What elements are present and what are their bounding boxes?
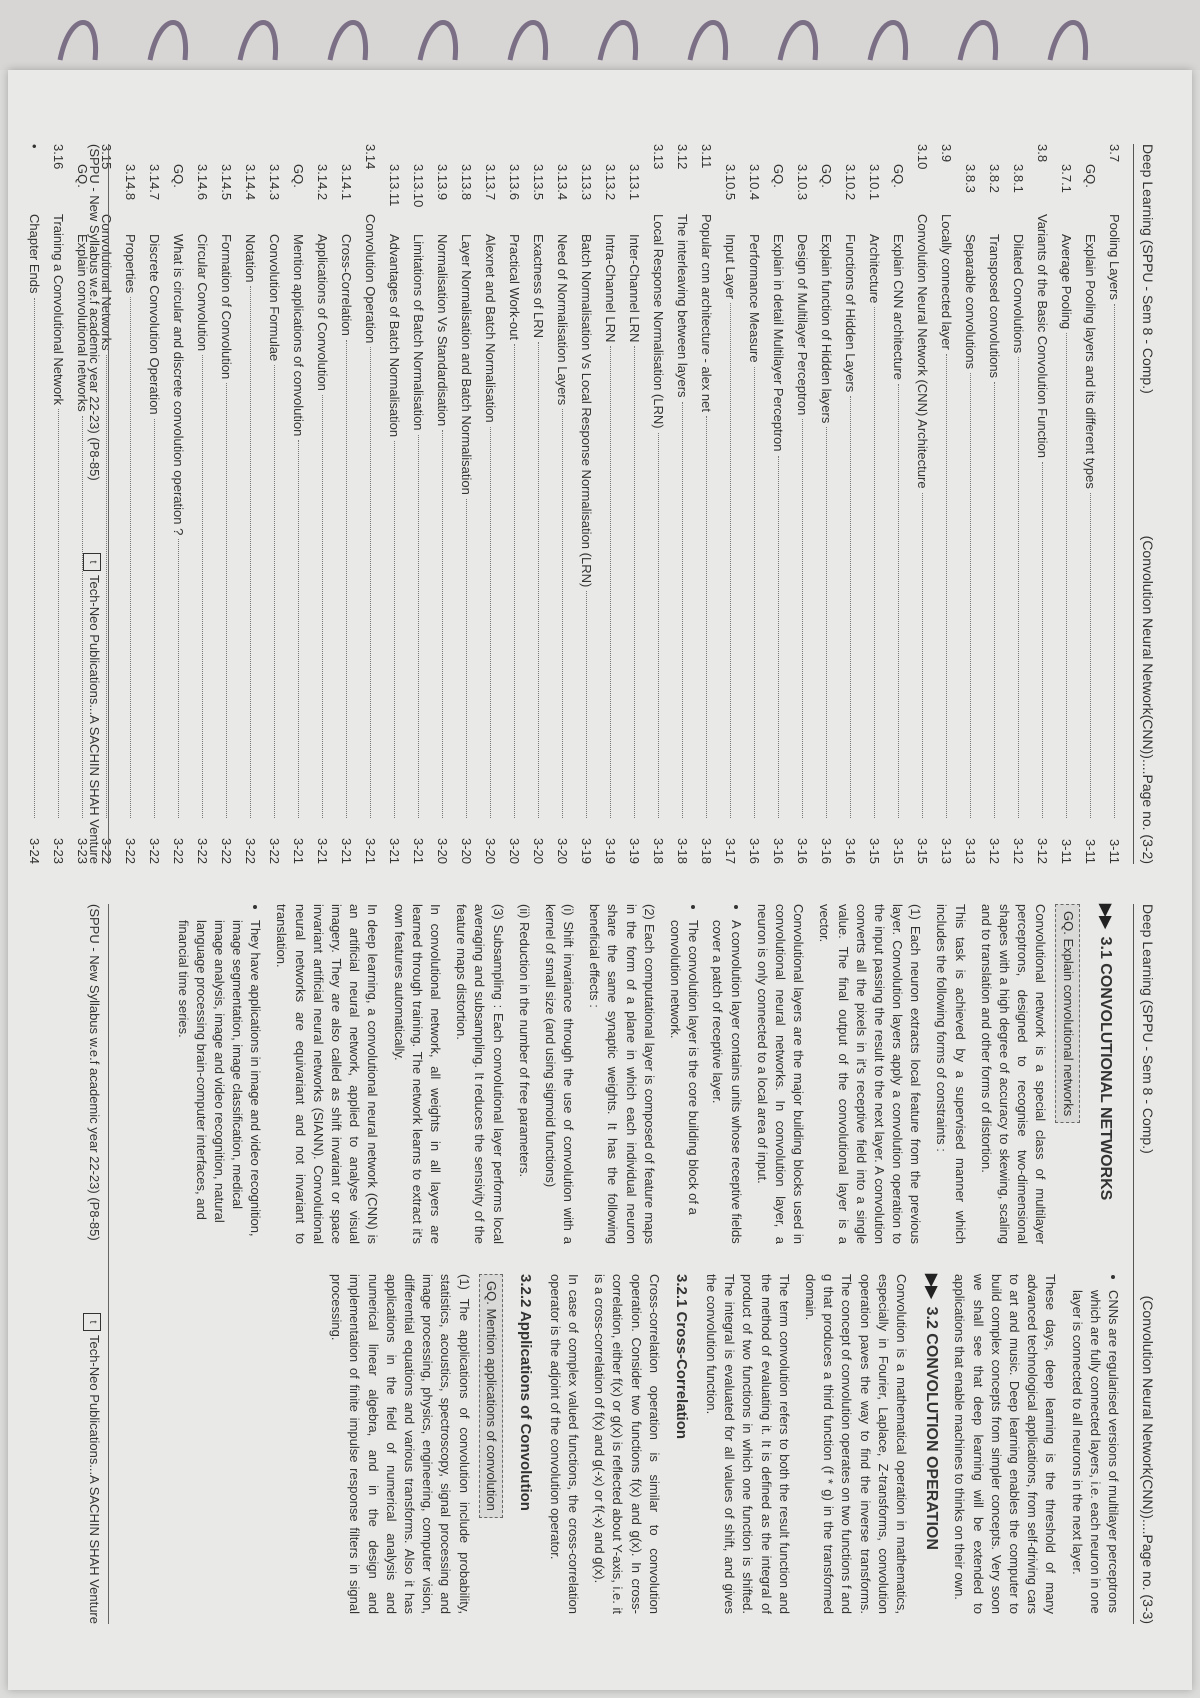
toc-page-number: 3-20 (555, 837, 570, 864)
toc-title: Normalisation Vs Standardisation (435, 234, 450, 427)
toc-title: Advantages of Batch Normalisation (387, 234, 402, 438)
toc-row (1026, 144, 1050, 864)
toc-row (930, 144, 954, 864)
toc-number: 3.13.7 (483, 164, 498, 201)
toc-row (978, 144, 1002, 864)
toc-title: Alexnet and Batch Normalisation (483, 234, 498, 423)
toc-page-number: 3-12 (1035, 837, 1050, 864)
toc-leader-dots (58, 409, 59, 818)
toc-leader-dots (970, 373, 971, 818)
toc-title: Explain Pooling layers and its different types (1083, 234, 1098, 489)
toc-number: 3.12 (675, 144, 690, 170)
toc-number: GQ. (291, 164, 306, 188)
bullet-list (173, 920, 264, 1244)
toc-leader-dots (874, 307, 875, 818)
toc-page-number: 3-20 (483, 837, 498, 864)
left-page-footer (76, 144, 109, 864)
toc-page-number: 3-16 (819, 837, 834, 864)
toc-leader-dots (250, 286, 251, 818)
right-footer-publisher-text: Tech-Neo Publications...A SACHIN SHAH Venture (87, 1334, 102, 1624)
toc-title: Intra-Channel LRN (603, 234, 618, 343)
toc-row (1074, 144, 1098, 864)
toc-row (1098, 144, 1122, 864)
toc-title: Explain CNN architecture (891, 234, 906, 380)
toc-number: 3.14.6 (195, 164, 210, 201)
toc-title: Properties (123, 234, 138, 294)
toc-number: 3.13.6 (507, 164, 522, 201)
toc-leader-dots (562, 409, 563, 818)
toc-page-number: 3-21 (411, 837, 426, 864)
toc-leader-dots (1090, 493, 1091, 818)
toc-leader-dots (826, 427, 827, 818)
toc-number: 3.15 (99, 144, 114, 170)
toc-row (162, 144, 186, 864)
toc-number: 3.13.5 (531, 164, 546, 201)
toc-leader-dots (658, 433, 659, 818)
toc-leader-dots (346, 340, 347, 818)
toc-leader-dots (1114, 304, 1115, 818)
toc-row (786, 144, 810, 864)
left-header-page: (Convolution Neural Network(CNN))....Page no. (3-2) (1140, 535, 1156, 864)
toc-title: Architecture (867, 234, 882, 304)
toc-title: Circular Convolution (195, 234, 210, 352)
toc-row (234, 144, 258, 864)
toc-page-number: 3-22 (243, 837, 258, 864)
toc-leader-dots (610, 346, 611, 818)
toc-title: Exactness of LRN (531, 234, 546, 339)
toc-row (906, 144, 930, 864)
bullet-list (666, 920, 745, 1244)
toc-page-number: 3-18 (651, 837, 666, 864)
toc-page-number: 3-21 (339, 837, 354, 864)
toc-number: 3.14.8 (123, 164, 138, 201)
toc-page-number: 3-16 (795, 837, 810, 864)
toc-page-number: 3-22 (195, 837, 210, 864)
toc-title: Input Layer (723, 234, 738, 300)
toc-row (834, 144, 858, 864)
toc-page-number: 3-18 (675, 837, 690, 864)
toc-title: Performance Measure (747, 234, 762, 363)
gq-box: GQ. Mention applications of convolution (479, 1274, 503, 1518)
toc-number: GQ. (771, 164, 786, 188)
toc-leader-dots (946, 354, 947, 818)
toc-number: 3.8.2 (987, 164, 1002, 193)
toc-title: Locally connected layer (939, 214, 954, 350)
toc-number: 3.13.1 (627, 164, 642, 201)
toc-page-number: 3-13 (963, 837, 978, 864)
subsection-3-2-1-title: 3.2.1 Cross-Correlation (672, 1274, 690, 1440)
right-page (76, 904, 1156, 1624)
toc-page-number: 3-17 (723, 837, 738, 864)
toc-row (1050, 144, 1074, 864)
toc-title: Notation (243, 234, 258, 283)
toc-page-number: 3-21 (315, 837, 330, 864)
right-page-header (1133, 904, 1156, 1624)
toc-row (210, 144, 234, 864)
paragraph: The term convolution refers to both the result function and the method of evaluating it. It is defined as the integral of product of two functions in which one function is shifted. The integral is evaluated for all values of shift, and gives the convolution function. (704, 1274, 792, 1614)
numbered-subitem: (ii) Reduction in the number of free parameters. (516, 904, 532, 1178)
toc-title: Pooling Layers (1107, 214, 1122, 300)
paragraph: Convolution is a mathematical operation in mathematics, especially in Fourier, Laplace, Z-transforms, convolution operation paves the way to find the inverse transforms. The concept of convolution operates on two functions f and g that produces a third function (f * g) in the transformed domain. (802, 1274, 909, 1614)
toc-title: Formation of Convolution (219, 234, 234, 380)
toc-leader-dots (586, 591, 587, 818)
numbered-item: (1) The applications of convolution include probability, statistics, acoustics, spectroscopy, signal processing and image processing, physics, engineering, computer vision, differential equations and various transforms. Also it has applications in the field of numerical analysis and numerical linear algebra, and in the design and implementation of finite impulse response filters in signal processing. (329, 1274, 472, 1614)
toc-title: Transposed convolutions (987, 234, 1002, 379)
toc-row (954, 144, 978, 864)
toc-title: What is circular and discrete convolution operation ? (171, 234, 186, 536)
toc-page-number: 3-15 (915, 837, 930, 864)
toc-leader-dots (514, 344, 515, 818)
toc-row (402, 144, 426, 864)
toc-leader-dots (130, 297, 131, 818)
numbered-subitem: (i) Shift invariance through the use of convolution with a kernel of small size (and using sigmoid functions) (542, 904, 577, 1244)
toc-page-number: 3-13 (939, 837, 954, 864)
toc-number: 3.14.3 (267, 164, 282, 201)
toc-page-number: 3-22 (99, 837, 114, 864)
toc-page-number: 3-22 (123, 837, 138, 864)
toc-number: 3.10.5 (723, 164, 738, 201)
paragraph: In case of complex valued functions, the cross-correlation operator is the adjoint of the convolution operator. (547, 1274, 582, 1614)
toc-page-number: 3-16 (843, 837, 858, 864)
toc-number: 3.8 (1035, 144, 1050, 163)
left-footer-publisher (76, 553, 102, 864)
toc-page-number: 3-16 (771, 837, 786, 864)
toc-leader-dots (394, 441, 395, 818)
toc-row (594, 144, 618, 864)
toc-number: 3.14.4 (243, 164, 258, 201)
toc-leader-dots (634, 346, 635, 818)
toc-number: GQ. (891, 164, 906, 188)
toc-row (42, 144, 66, 864)
toc-page-number: 3-12 (987, 837, 1002, 864)
toc-page-number: 3-11 (1059, 838, 1074, 864)
toc-leader-dots (202, 355, 203, 818)
toc-leader-dots (1018, 357, 1019, 818)
toc-leader-dots (898, 384, 899, 818)
toc-row (642, 144, 666, 864)
toc-title: Limitations of Batch Normalisation (411, 234, 426, 431)
toc-row (450, 144, 474, 864)
toc-leader-dots (730, 303, 731, 818)
toc-number: 3.9 (939, 144, 954, 163)
toc-number: 3.8.3 (963, 164, 978, 193)
rotated-content (27, 144, 1156, 1624)
toc-row (18, 144, 42, 864)
toc-leader-dots (922, 493, 923, 818)
toc-row (306, 144, 330, 864)
toc-row (258, 144, 282, 864)
numbered-item: (3) Subsampling : Each convolutional layer performs local averaging and subsampling. It reduces the sensivity of the feature maps distortion. (454, 904, 506, 1244)
toc-leader-dots (466, 499, 467, 818)
toc-title: Training a Convolutional Network (51, 214, 66, 406)
publisher-logo-icon: t (83, 1313, 101, 1331)
paragraph: Cross-correlation operation is similar to convolution operation. Consider two functions f(x) and g(x). In cross-correlation, either f(x) or g(x) is reflected about Y-axis, i.e. it is a cross-correlation of f(x) and g(-x) or f(-x) and g(x). (592, 1274, 662, 1614)
toc-number: 3.10.1 (867, 164, 882, 201)
section-3-1-title (1094, 904, 1116, 1244)
toc-leader-dots (442, 430, 443, 818)
list-item: • CNNs are regularised versions of multilayer perceptrons which are fully connected layers, i.e. each neuron in one layer is connected to all neurons in the next layer. (1067, 1290, 1122, 1614)
toc-row (690, 144, 714, 864)
toc-number: 3.10.2 (843, 164, 858, 201)
list-item: • They have applications in image and video recognition, image segmentation, image classification, medical image analysis, image and video recognition, natural language processing brain-computer interfaces, and financial time series. (173, 920, 264, 1244)
toc-page-number: 3-23 (51, 837, 66, 864)
right-footer-publisher (76, 1313, 102, 1624)
toc-number: 3.14.2 (315, 164, 330, 201)
toc-leader-dots (154, 419, 155, 818)
toc-leader-dots (754, 367, 755, 818)
toc-leader-dots (490, 427, 491, 818)
toc-title: Average Pooling (1059, 234, 1074, 330)
toc-row (570, 144, 594, 864)
toc-number: • (27, 144, 42, 149)
toc-page-number: 3-18 (699, 837, 714, 864)
left-footer-publisher-text: Tech-Neo Publications...A SACHIN SHAH Venture (87, 574, 102, 864)
toc-title: Chapter Ends (27, 214, 42, 294)
toc-number: 3.11 (699, 144, 714, 169)
toc-number: GQ. (1083, 164, 1098, 188)
book-spread (8, 70, 1192, 1690)
toc-row (186, 144, 210, 864)
toc-title: Dilated Convolutions (1011, 234, 1026, 354)
toc-page-number: 3-16 (747, 837, 762, 864)
right-header-page: (Convolution Neural Network(CNN))....Page no. (3-3) (1140, 1295, 1156, 1624)
toc-number: 3.8.1 (1011, 164, 1026, 193)
toc-page-number: 3-20 (435, 837, 450, 864)
toc-leader-dots (274, 365, 275, 818)
toc-title: Variants of the Basic Convolution Function (1035, 214, 1050, 459)
toc-row (378, 144, 402, 864)
section-3-2-text: 3.2 CONVOLUTION OPERATION (923, 1306, 941, 1550)
toc-leader-dots (994, 382, 995, 818)
toc-leader-dots (778, 456, 779, 819)
toc-row (498, 144, 522, 864)
toc-number: 3.13.10 (411, 164, 426, 208)
table-of-contents (18, 144, 1122, 864)
toc-page-number: 3-12 (1011, 837, 1026, 864)
toc-title: Convolution Formulae (267, 234, 282, 362)
paragraph: Convolutional network is a special class of multilayer perceptrons, designed to recognise two-dimensional shapes with a high degree of accuracy to skewing, scaling and to translation and other forms of distortion. (978, 904, 1049, 1244)
toc-leader-dots (34, 298, 35, 819)
toc-number: 3.14.5 (219, 164, 234, 201)
toc-row (882, 144, 906, 864)
toc-page-number: 3-20 (531, 837, 546, 864)
toc-page-number: 3-22 (171, 837, 186, 864)
toc-page-number: 3-21 (291, 837, 306, 864)
toc-number: 3.13.11 (387, 164, 402, 207)
toc-title: Explain in detail Multilayer Perceptron (771, 234, 786, 452)
chevron-icon: ▶▶ (923, 1274, 941, 1299)
bullet-list (1067, 1290, 1122, 1614)
toc-leader-dots (802, 419, 803, 818)
toc-page-number: 3-11 (1083, 838, 1098, 864)
toc-row (522, 144, 546, 864)
toc-row (762, 144, 786, 864)
toc-title: Design of Multilayer Perceptron (795, 234, 810, 416)
toc-title: Inter-Channel LRN (627, 234, 642, 343)
toc-number: 3.13.4 (555, 164, 570, 201)
toc-number: 3.14.1 (339, 164, 354, 201)
toc-page-number: 3-15 (867, 837, 882, 864)
section-3-1-text: 3.1 CONVOLUTIONAL NETWORKS (1097, 936, 1114, 1201)
toc-row (810, 144, 834, 864)
left-page-header (1133, 144, 1156, 864)
toc-page-number: 3-19 (627, 837, 642, 864)
toc-page-number: 3-11 (1107, 838, 1122, 864)
toc-row (738, 144, 762, 864)
toc-number: 3.13.8 (459, 164, 474, 201)
toc-page-number: 3-20 (459, 837, 474, 864)
subsection-3-2-2-title: 3.2.2 Applications of Convolution (516, 1274, 534, 1511)
toc-leader-dots (226, 383, 227, 818)
toc-title: Practical Work-out (507, 234, 522, 340)
paragraph: Convolutional layers are the major building blocks used in convolutional neural networks. In convolution layer, a neuron is only connected to a local area of input. (754, 904, 807, 1244)
toc-row (618, 144, 642, 864)
toc-title: The interleaving between layers (675, 214, 690, 398)
toc-row (114, 144, 138, 864)
toc-row (354, 144, 378, 864)
toc-page-number: 3-24 (27, 837, 42, 864)
left-footer-syllabus: (SPPU - New Syllabus w.e.f academic year 22-23) (P8-85) (87, 144, 102, 481)
toc-title: Mention applications of convolution (291, 234, 306, 437)
toc-page-number: 3-15 (891, 837, 906, 864)
left-header-title: Deep Learning (SPPU - Sem 8 - Comp.) (1140, 144, 1156, 394)
publisher-logo-icon: t (83, 553, 101, 571)
toc-row (858, 144, 882, 864)
toc-title: Convolution Operation (363, 214, 378, 344)
toc-row (666, 144, 690, 864)
chevron-icon: ▶▶ (1097, 904, 1114, 929)
paragraph: In convolutional network, all weights in all layers are learned through training. The network learns to extract it's own features automatically. (391, 904, 443, 1244)
toc-page-number: 3-22 (267, 837, 282, 864)
toc-number: 3.13.9 (435, 164, 450, 201)
toc-page-number: 3-20 (507, 837, 522, 864)
toc-title: Local Response Normalisation (LRN) (651, 214, 666, 429)
spiral-binding (40, 0, 1160, 70)
toc-number: GQ. (171, 164, 186, 188)
toc-number: 3.14 (363, 144, 378, 170)
list-item: • A convolution layer contains units whose receptive fields cover a patch of receptive layer. (708, 920, 744, 1244)
toc-title: Convolutional Networks (99, 214, 114, 351)
toc-number: 3.14.7 (147, 164, 162, 201)
toc-row (330, 144, 354, 864)
right-page-footer (76, 904, 109, 1624)
toc-title: Applications of Convolution (315, 234, 330, 391)
toc-leader-dots (1066, 333, 1067, 818)
numbered-item: (2) Each computational layer is composed of feature maps in the form of a plane in which each individual neuron share the same synaptic weights. It has the following beneficial effects : (587, 904, 657, 1244)
right-page-column-2 (319, 1274, 1122, 1614)
toc-number: 3.13 (651, 144, 666, 170)
toc-title: Need of Normalisation Layers (555, 234, 570, 406)
toc-number: 3.7 (1107, 144, 1122, 163)
paragraph: This task is achieved by a supervised manner which includes the following forms of constraints : (934, 904, 968, 1244)
toc-title: Functions of Hidden Layers (843, 234, 858, 393)
toc-row (1002, 144, 1026, 864)
toc-number: GQ. (819, 164, 834, 188)
toc-title: Discrete Convolution Operation (147, 234, 162, 415)
toc-number: 3.13.3 (579, 164, 594, 201)
numbered-item: (1) Each neuron extracts local feature from the previous layer. Convolution layers apply a convolution operation to the input passing the result to the next layer. A convolution converts all the pixels in it's receptive field into a single value. The final output of the convolutional layer is a vector. (817, 904, 924, 1244)
toc-title: Explain convolutional networks (75, 234, 90, 412)
toc-leader-dots (322, 395, 323, 818)
toc-page-number: 3-21 (363, 837, 378, 864)
toc-leader-dots (706, 416, 707, 818)
toc-row (138, 144, 162, 864)
toc-title: Separable convolutions (963, 234, 978, 370)
toc-row (474, 144, 498, 864)
toc-leader-dots (1042, 462, 1043, 818)
toc-page-number: 3-19 (579, 837, 594, 864)
list-item: • The convolution layer is the core building block of a convolution network. (666, 920, 702, 1244)
toc-leader-dots (370, 347, 371, 818)
toc-title: Cross-Correlation (339, 234, 354, 336)
toc-leader-dots (298, 440, 299, 818)
toc-number: 3.10.4 (747, 164, 762, 201)
toc-number: 3.16 (51, 144, 66, 170)
paragraph: These days, deep learning is the threshold of many advanced technological applications, from self-driving cars to art and music. Deep learning enables the computer to build complex concepts from simpler concepts. Very soon we shall see that deep learning will be extended to applications that enable machines to thinks on their own. (952, 1274, 1059, 1614)
toc-leader-dots (682, 402, 683, 818)
toc-number: 3.10 (915, 144, 930, 170)
toc-title: Popular cnn architecture - alex net (699, 214, 714, 412)
toc-row (546, 144, 570, 864)
toc-title: Layer Normalisation and Batch Normalisation (459, 234, 474, 495)
toc-row (714, 144, 738, 864)
right-header-title: Deep Learning (SPPU - Sem 8 - Comp.) (1140, 904, 1156, 1154)
toc-title: Convolution Neural Network (CNN) Architecture (915, 214, 930, 489)
toc-number: 3.13.2 (603, 164, 618, 201)
toc-page-number: 3-21 (387, 837, 402, 864)
toc-page-number: 3-23 (75, 837, 90, 864)
left-page (27, 144, 1156, 864)
paragraph: In deep learning, a convolutional neural network (CNN) is an artificial neural network, applied to analyse visual imagery. They are also called as shift invariant or space invariant artificial neural networks (SIANN). Convolutional neural networks are equivariant and not invariant to translation. (274, 904, 381, 1244)
toc-leader-dots (850, 396, 851, 818)
toc-title: Batch Normalisation Vs Local Response Normalisation (LRN) (579, 234, 594, 588)
right-page-column-1 (165, 904, 1122, 1244)
toc-number: GQ. (75, 164, 90, 188)
toc-title: Explain function of Hidden layers (819, 234, 834, 424)
section-3-2-title (920, 1274, 942, 1614)
toc-number: 3.7.1 (1059, 164, 1074, 193)
toc-page-number: 3-22 (219, 837, 234, 864)
toc-page-number: 3-22 (147, 837, 162, 864)
right-footer-syllabus: (SPPU - New Syllabus w.e.f academic year 22-23) (P8-85) (87, 904, 102, 1241)
toc-page-number: 3-19 (603, 837, 618, 864)
toc-leader-dots (538, 342, 539, 818)
toc-leader-dots (178, 539, 179, 818)
gq-box: GQ. Explain convolutional networks (1055, 904, 1079, 1123)
toc-row (426, 144, 450, 864)
toc-row (282, 144, 306, 864)
toc-number: 3.10.3 (795, 164, 810, 201)
toc-leader-dots (418, 435, 419, 818)
